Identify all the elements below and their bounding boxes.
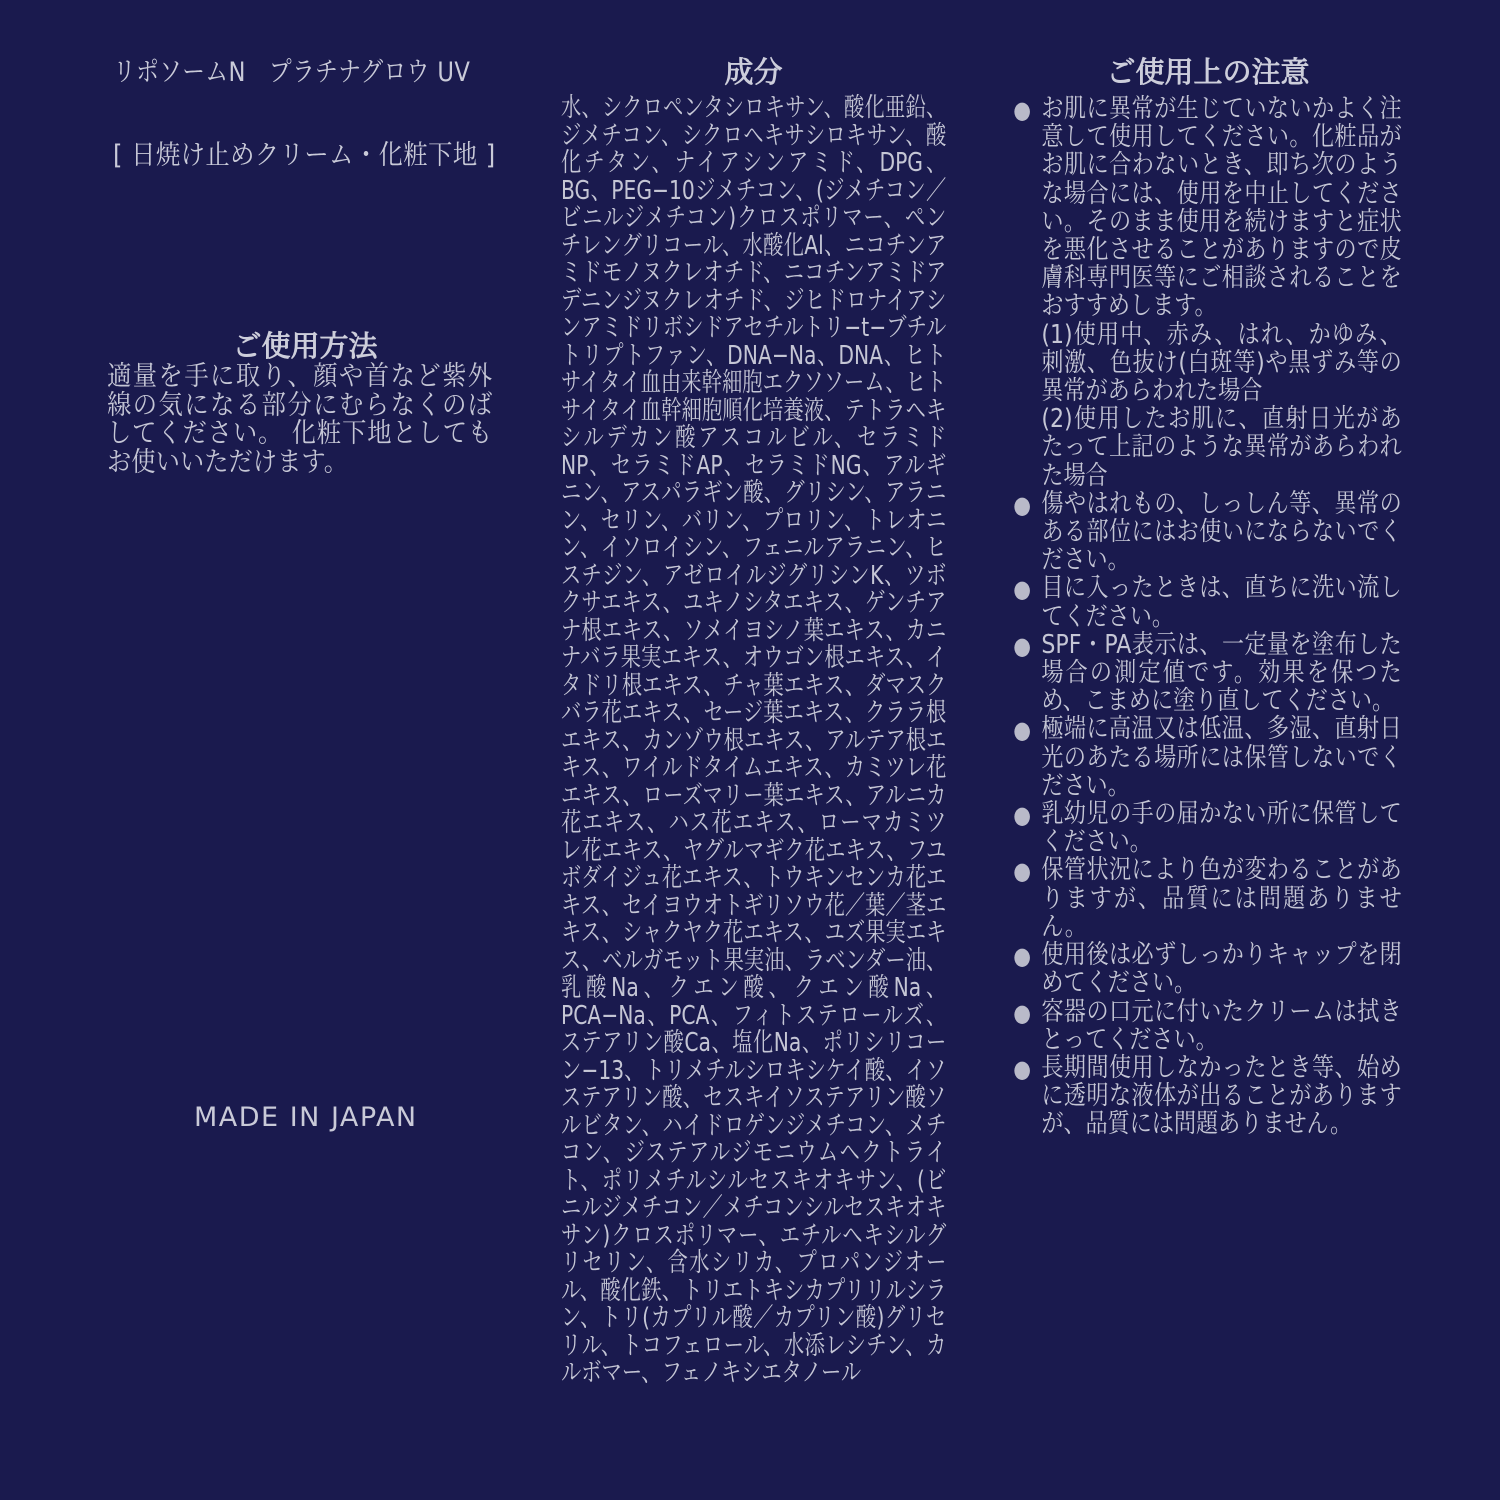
precaution-item bbox=[1015, 95, 1402, 490]
precaution-item bbox=[1015, 631, 1402, 716]
precaution-text: 傷やはれもの、しっしん等、異常のある部位にはお使いにならないでください。 bbox=[1041, 488, 1402, 576]
precaution-item bbox=[1015, 941, 1402, 997]
precaution-item bbox=[1015, 856, 1402, 941]
usage-body: 適量を手に取り、顔や首など紫外線の気になる部分にむらなくのばしてください。 化粧下地としてもお使いいただけます。 bbox=[107, 361, 493, 478]
precaution-text: 目に入ったときは、直ちに洗い流してください。 bbox=[1041, 573, 1402, 632]
bullet-icon: ● bbox=[1013, 631, 1032, 660]
precaution-text: 容器の口元に付いたクリームは拭きとってください。 bbox=[1041, 996, 1402, 1055]
ingredients-body: 水、シクロペンタシロキサン、酸化亜鉛、ジメチコン、シクロヘキサシロキサン、酸化チタン、ナイアシンアミド、DPG、BG、PEG−10ジメチコン、(ジメチコン／ビニルジメチコン)クロスポリマー、ペンチレングリコール、水酸化Al、ニコチンアミドモノヌクレオチド、ニコチンアミドアデニンジヌクレオチド、ジヒドロナイアシンアミドリボシドアセチルトリ−t−ブチルトリプトファン、DNA−Na、DNA、ヒトサイタイ血由来幹細胞エクソソーム、ヒトサイタイ血幹細胞順化培養液、テトラヘキシルデカン酸アスコルビル、セラミドNP、セラミドAP、セラミドNG、アルギニン、アスパラギン酸、グリシン、アラニン、セリン、バリン、プロリン、トレオニン、イソロイシン、フェニルアラニン、ヒスチジン、アゼロイルジグリシンK、ツボクサエキス、ユキノシタエキス、ゲンチアナ根エキス、ソメイヨシノ葉エキス、カニナバラ果実エキス、オウゴン根エキス、イタドリ根エキス、チャ葉エキス、ダマスクバラ花エキス、セージ葉エキス、クララ根エキス、カンゾウ根エキス、アルテア根エキス、ワイルドタイムエキス、カミツレ花エキス、ローズマリー葉エキス、アルニカ花エキス、ハス花エキス、ローマカミツレ花エキス、ヤグルマギク花エキス、フユボダイジュ花エキス、トウキンセンカ花エキス、セイヨウオトギリソウ花／葉／茎エキス、シャクヤク花エキス、ユズ果実エキス、ベルガモット果実油、ラベンダー油、乳酸Na、クエン酸、クエン酸Na、PCA−Na、PCA、フィトステロールズ、ステアリン酸Ca、塩化Na、ポリシリコーン−13、トリメチルシロキシケイ酸、イソステアリン酸、セスキイソステアリン酸ソルビタン、ハイドロゲンジメチコン、メチコン、ジステアルジモニウムヘクトライト、ポリメチルシルセスキオキサン、(ビニルジメチコン／メチコンシルセスキオキサン)クロスポリマー、エチルヘキシルグリセリン、含水シリカ、プロパンジオール、酸化鉄、トリエトキシカプリリルシラン、トリ(カプリル酸／カプリン酸)グリセリル、トコフェロール、水添レシチン、カルボマー、フェノキシエタノール bbox=[561, 93, 947, 1388]
bullet-icon: ● bbox=[1013, 942, 1032, 971]
product-name: リポソームN プラチナグロウ UV bbox=[113, 57, 471, 88]
origin-label: MADE IN JAPAN bbox=[194, 1102, 418, 1133]
precaution-item bbox=[1015, 490, 1402, 575]
precaution-text: 保管状況により色が変わることがありますが、品質には問題ありません。 bbox=[1041, 855, 1402, 942]
precautions-list bbox=[1015, 95, 1402, 1139]
precaution-text: 乳幼児の手の届かない所に保管してください。 bbox=[1041, 799, 1402, 858]
precaution-subitem: (2)使用したお肌に、直射日光があたって上記のような異常があらわれた場合 bbox=[1041, 404, 1402, 491]
precaution-item bbox=[1015, 1054, 1402, 1139]
product-type-label: [ 日焼け止めクリーム・化粧下地 ] bbox=[113, 140, 496, 171]
precaution-item bbox=[1015, 574, 1402, 630]
bullet-icon: ● bbox=[1013, 801, 1032, 830]
bullet-icon: ● bbox=[1013, 857, 1032, 886]
precaution-item bbox=[1015, 998, 1402, 1054]
bullet-icon: ● bbox=[1013, 96, 1032, 124]
precautions-heading: ご使用上の注意 bbox=[1106, 55, 1310, 89]
precaution-text: 使用後は必ずしっかりキャップを閉めてください。 bbox=[1041, 940, 1402, 999]
ingredients-heading: 成分 bbox=[724, 55, 783, 89]
precaution-text: お肌に異常が生じていないかよく注意して使用してください。化粧品がお肌に合わないとき、即ち次のような場合には、使用を中止してください。そのまま使用を続けますと症状を悪化させることがありますので皮膚科専門医等にご相談されることをおすすめします。 bbox=[1041, 94, 1402, 322]
precaution-item bbox=[1015, 715, 1402, 800]
precaution-text: SPF・PA表示は、一定量を塗布した場合の測定値です。効果を保つため、こまめに塗り直してください。 bbox=[1041, 629, 1402, 717]
precaution-text: 長期間使用しなかったとき等、始めに透明な液体が出ることがありますが、品質には問題ありません。 bbox=[1041, 1052, 1402, 1140]
bullet-icon: ● bbox=[1013, 490, 1032, 519]
bullet-icon: ● bbox=[1013, 998, 1032, 1027]
precaution-text: 極端に高温又は低温、多湿、直射日光のあたる場所には保管しないでください。 bbox=[1041, 714, 1402, 801]
usage-heading: ご使用方法 bbox=[232, 329, 378, 363]
precaution-subitem: (1)使用中、赤み、はれ、かゆみ、刺激、色抜け(白斑等)や黒ずみ等の異常があらわれた場合 bbox=[1041, 319, 1402, 407]
bullet-icon: ● bbox=[1013, 575, 1032, 604]
bullet-icon: ● bbox=[1013, 1054, 1032, 1083]
bullet-icon: ● bbox=[1013, 716, 1032, 745]
precaution-item bbox=[1015, 800, 1402, 856]
